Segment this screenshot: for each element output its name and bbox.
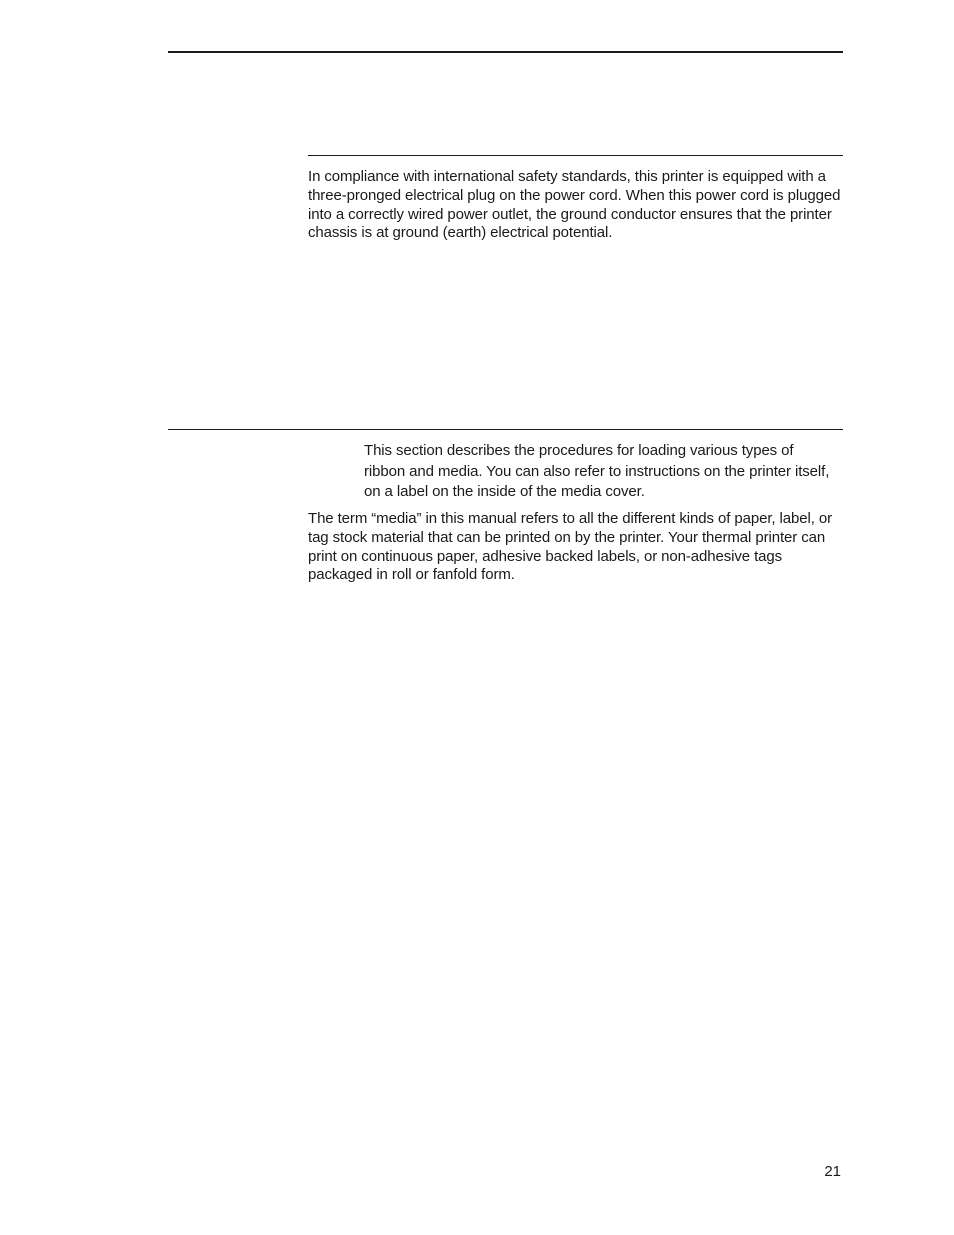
media-definition-paragraph: The term “media” in this manual refers to all the different kinds of paper, label, or tag stock material that can be printed on by the printer. Your thermal printer can print on continuous paper, adhesive backed labels, or non-adhesive tags packaged in roll or fanfold form. — [308, 510, 832, 584]
page-number: 21 — [824, 1163, 841, 1180]
grounding-paragraph: In compliance with international safety standards, this printer is equipped with a three-pronged electrical plug on the power cord. When this power cord is plugged into a correctly wired power outlet, the ground conductor ensures that the printer chassis is at ground (earth) electrical potential. — [308, 168, 841, 242]
header-rule — [168, 51, 843, 53]
section-rule-loading — [168, 429, 843, 430]
loading-intro-paragraph: This section describes the procedures for loading various types of ribbon and media. You can also refer to instructions on the printer itself, on a label on the inside of the media cover. — [364, 442, 830, 500]
section-rule-grounding — [308, 155, 843, 156]
